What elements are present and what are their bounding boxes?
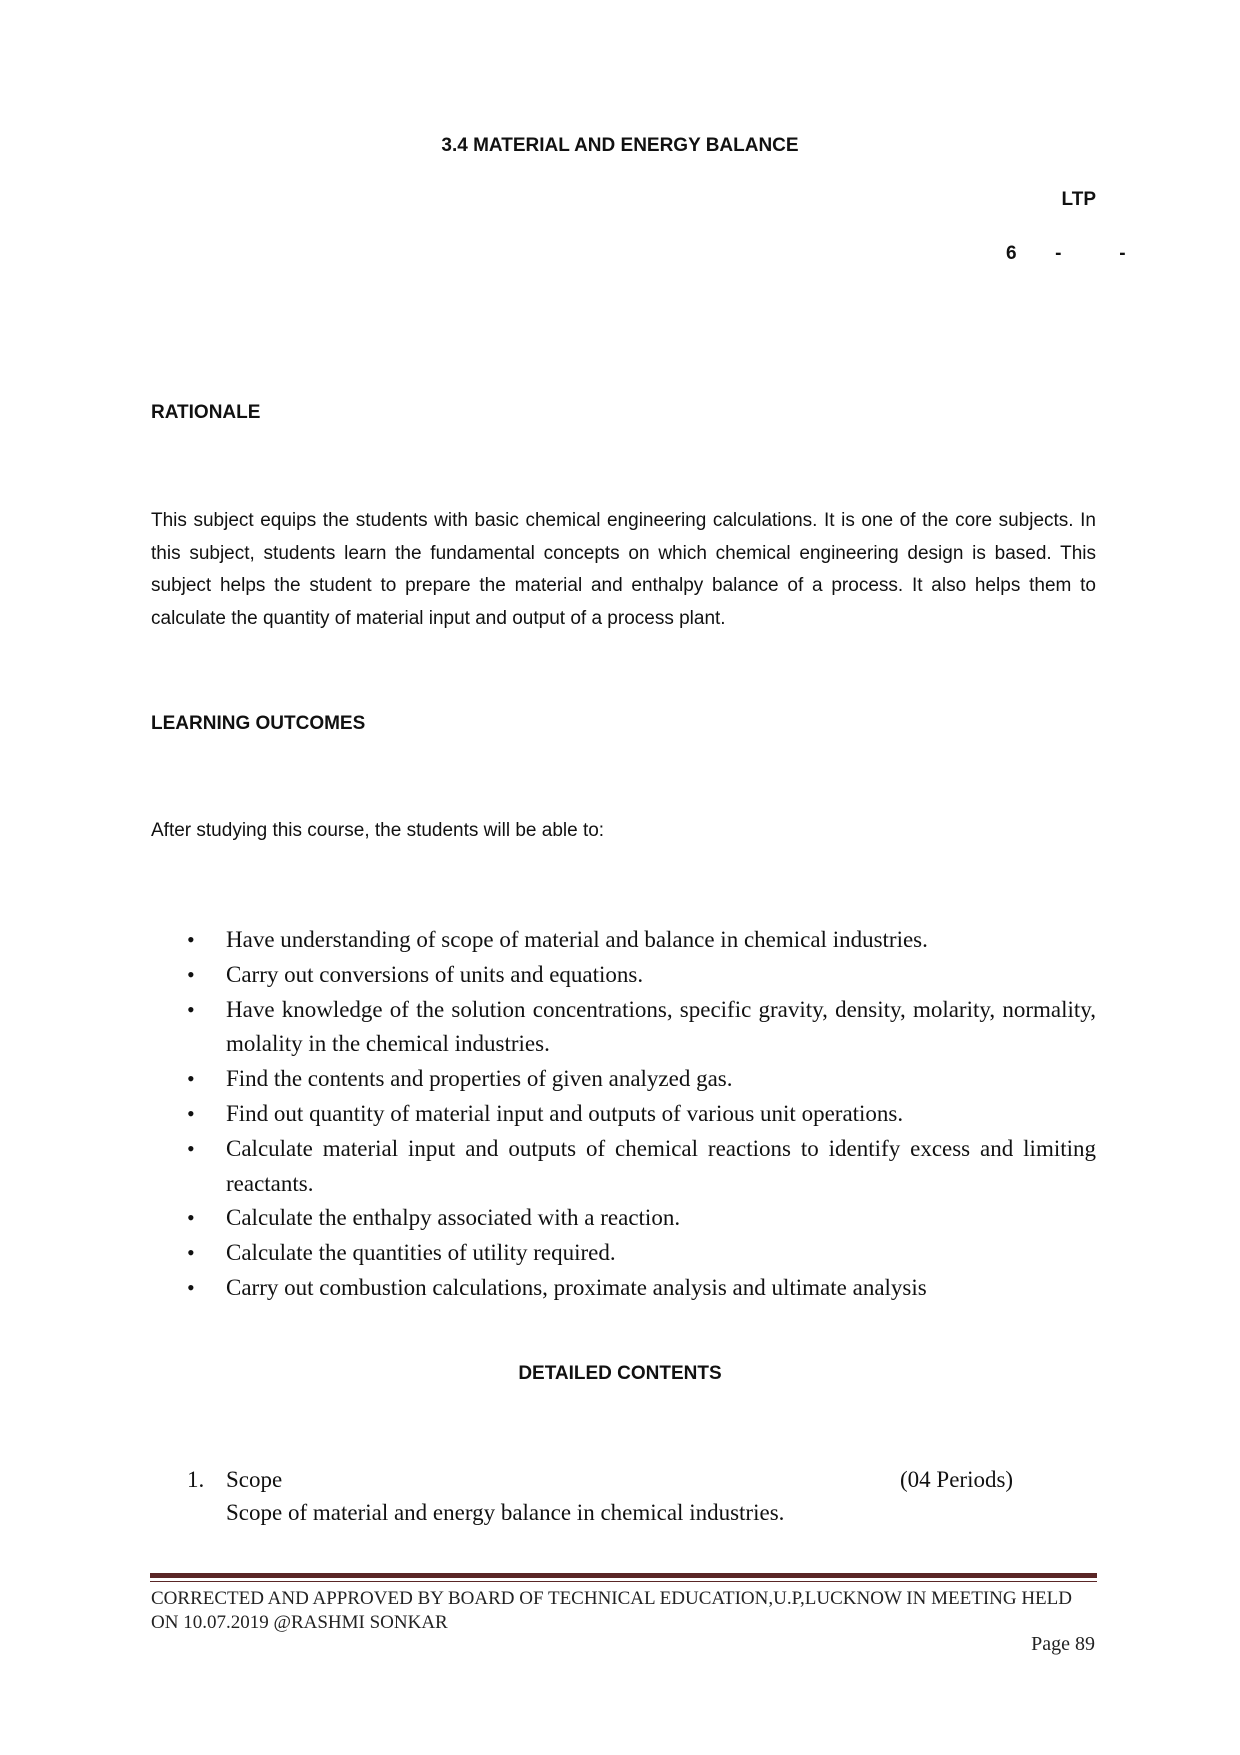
list-item: • Have understanding of scope of material and balance in chemical industries. (187, 923, 1096, 958)
section-periods: (04 Periods) (900, 1467, 1014, 1492)
section-number: 1. (187, 1467, 205, 1492)
list-item: • Carry out combustion calculations, proximate analysis and ultimate analysis (187, 1271, 1096, 1306)
list-item: • Carry out conversions of units and equations. (187, 958, 1096, 993)
detailed-contents-heading: DETAILED CONTENTS (518, 1363, 722, 1384)
section-title: Scope (226, 1467, 283, 1492)
rationale-heading: RATIONALE (151, 402, 261, 423)
learning-outcomes-list (187, 923, 1096, 1306)
ltp-label: LTP (1061, 189, 1096, 210)
list-item: • Calculate material input and outputs of chemical reactions to identify excess and limiting reactants. (187, 1132, 1096, 1202)
list-item: • Calculate the enthalpy associated with a reaction. (187, 1201, 1096, 1236)
footer-divider-thin (150, 1581, 1097, 1582)
learning-outcomes-intro: After studying this course, the students will be able to: (151, 820, 605, 841)
list-item: • Find out quantity of material input and outputs of various unit operations. (187, 1097, 1096, 1132)
list-item: • Find the contents and properties of given analyzed gas. (187, 1062, 1096, 1097)
footer-divider (150, 1573, 1097, 1578)
page-number: Page 89 (1031, 1633, 1095, 1655)
learning-outcomes-heading: LEARNING OUTCOMES (151, 713, 366, 734)
section-description: Scope of material and energy balance in chemical industries. (226, 1500, 785, 1525)
footer-note: CORRECTED AND APPROVED BY BOARD OF TECHNICAL EDUCATION,U.P,LUCKNOW IN MEETING HELD ON 10.07.2019 @RASHMI SONKAR (151, 1588, 1072, 1633)
list-item: • Calculate the quantities of utility required. (187, 1236, 1096, 1271)
rationale-paragraph: This subject equips the students with basic chemical engineering calculations. It is one of the core subjects. In this subject, students learn the fundamental concepts on which chemical engineering design is based. This subject helps the student to prepare the material and enthalpy balance of a process. It also helps them to calculate the quantity of material input and output of a process plant. (151, 510, 1096, 629)
page-title: 3.4 MATERIAL AND ENERGY BALANCE (441, 135, 799, 156)
ltp-values: 6 - - (1006, 243, 1126, 264)
list-item: • Have knowledge of the solution concentrations, specific gravity, density, molarity, normality, molality in the chemical industries. (187, 993, 1096, 1063)
